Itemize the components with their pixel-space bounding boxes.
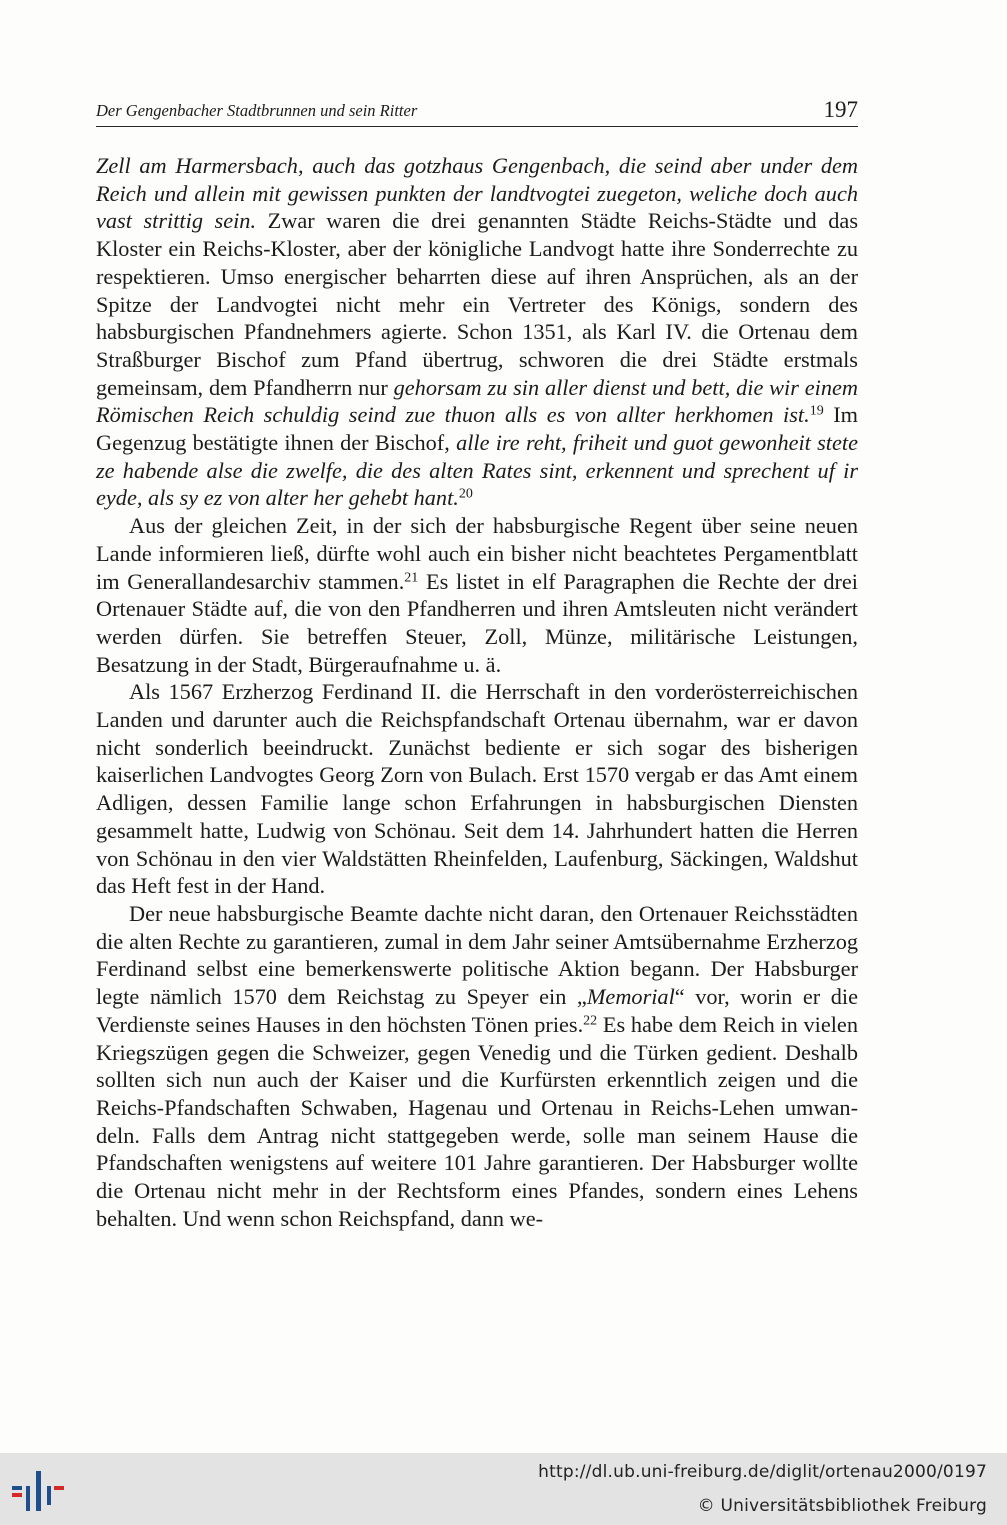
footnote-ref: 21 [404,569,419,585]
copyright-notice: © Universitätsbibliothek Freiburg [697,1496,987,1516]
text-fragment: Zell am Harmersbach, auch das gotzhaus Gengenbach, die seind aber un [96,153,783,178]
permalink-url[interactable]: http://dl.ub.uni-freiburg.de/diglit/ortenau2000/0197 [538,1462,987,1482]
running-header [96,96,858,127]
text-fragment: Memorial [586,984,675,1010]
text-fragment: gehorsam zu sin aller dienst und bett, die wir einem Römischen Reich schuldig seind zue thuon alls es von allter herkhomen ist. [96,374,858,428]
footnote-ref: 20 [458,486,473,502]
text-fragment: der dem Reich und allein mit gewissen punkten der landtvogtei zuegeton, weliche doch auch vast strittig sein. [96,153,858,234]
footnote-ref: 22 [583,1013,598,1029]
paragraph: Als 1567 Erzherzog Ferdinand II. die Herrschaft in den vorderösterreichischen Landen und darunter auch die Reichspfandschaft Ortenau übernahm, war er davon nicht sonderlich beeindruckt. Zunächst bediente er sich sogar des bisherigen kaiserlichen Landvogtes Georg Zorn von Bulach. Erst 1570 vergab er das Amt einem Adligen, dessen Familie lange schon Erfahrungen in habsburgischen Diensten gesammelt hatte, Ludwig von Schönau. Seit dem 14. Jahrhundert hatten die Herren von Schönau in den vier Waldstätten Rheinfelden, Laufenburg, Säckingen, Waldshut das Heft fest in der Hand. [96,679,858,899]
footnote-ref: 19 [809,403,824,419]
running-title: Der Gengenbacher Stadtbrunnen und sein Ritter [96,101,418,120]
text-fragment: alle ire reht, friheit und guot gewonheit stete ze habende alse die zwelfe, die des alten Rates sint, erkennent und sprechent uf ir eyde, als sy ez von alter her gehebt hant. [96,430,858,511]
paragraph: Zell am Harmersbach, auch das gotzhaus Gengenbach, die seind aber under dem Reich und allein mit gewissen punkten der landtvogtei zuegeton, weliche doch auch vast strittig sein. Zwar waren die drei genannten Städte Reichs-Städte und das Kloster ein Reichs-Kloster, aber der königliche Landvogt hatte ihre Sonderrechte zu respektieren. Umso energischer beharrten diese auf ihren Ansprüchen, als an der Spitze der Landvogtei nicht mehr ein Vertreter des Königs, sondern des habsburgischen Pfandnehmers agierte. Schon 1351, als Karl IV. die Ortenau dem Straßburger Bischof zum Pfand übertrug, schworen die drei Städte erstmals gemeinsam, dem Pfandherrn nur gehorsam zu sin aller dienst und bett, die wir einem Römischen Reich schuldig seind zue thuon alls es von allter herkhomen ist.$^{19}$ Im Gegenzug bestätigte ihnen der Bischof, alle ire reht, friheit und guot gewonheit stete ze habende alse die zwelfe, die des alten Rates sint, erkennent und sprechent uf ir eyde, als sy ez von alter her gehebt hant.$^{20}$ [96,153,858,511]
library-logo-icon [12,1467,64,1513]
paragraph: Aus der gleichen Zeit, in der sich der habsburgische Regent über seine neuen Lande informieren ließ, dürfte wohl auch ein bisher nicht beachtetes Pergamentblatt im Generallandesarchiv stammen.$^{21}$ Es listet in elf Paragraphen die Rechte der drei Ortenauer Städte auf, die von den Pfandherren und ihren Amtsleuten nicht verändert werden dürfen. Sie betreffen Steuer, Zoll, Münze, militärische Leistungen, Besatzung in der Stadt, Bürgeraufnahme u. ä. [96,513,858,677]
page-number: 197 [823,97,858,122]
body-text [96,152,858,1232]
paragraph: Der neue habsburgische Beamte dachte nicht daran, den Ortenauer Reichsstädten die alten Rechte zu garantieren, zumal in dem Jahr seiner Amtsübernahme Erzherzog Ferdinand selbst eine bemerkenswerte politische Aktion begann. Der Habsburger legte nämlich 1570 dem Reichstag zu Speyer ein „Memorial“ vor, worin er die Verdienste seines Hauses in den höchsten Tönen pries.$^{22}$ Es habe dem Reich in vielen Kriegszügen gegen die Schweizer, gegen Venedig und die Türken gedient. Deshalb sollten sich nun auch der Kaiser und die Kurfürsten erkenntlich zeigen und die Reichs-Pfandschaften Schwaben, Hagenau und Ortenau in Reichs-Lehen umwandeln. Falls dem Antrag nicht stattgegeben werde, solle man seinem Hause die Pfandschaften wenigstens auf weitere 101 Jahre garantieren. Der Habsburger wollte die Ortenau nicht mehr in der Rechtsform eines Pfandes, sondern eines Lehens behalten. Und wenn schon Reichspfand, dann we- [96,900,858,1231]
viewer-footer [0,1453,1007,1525]
